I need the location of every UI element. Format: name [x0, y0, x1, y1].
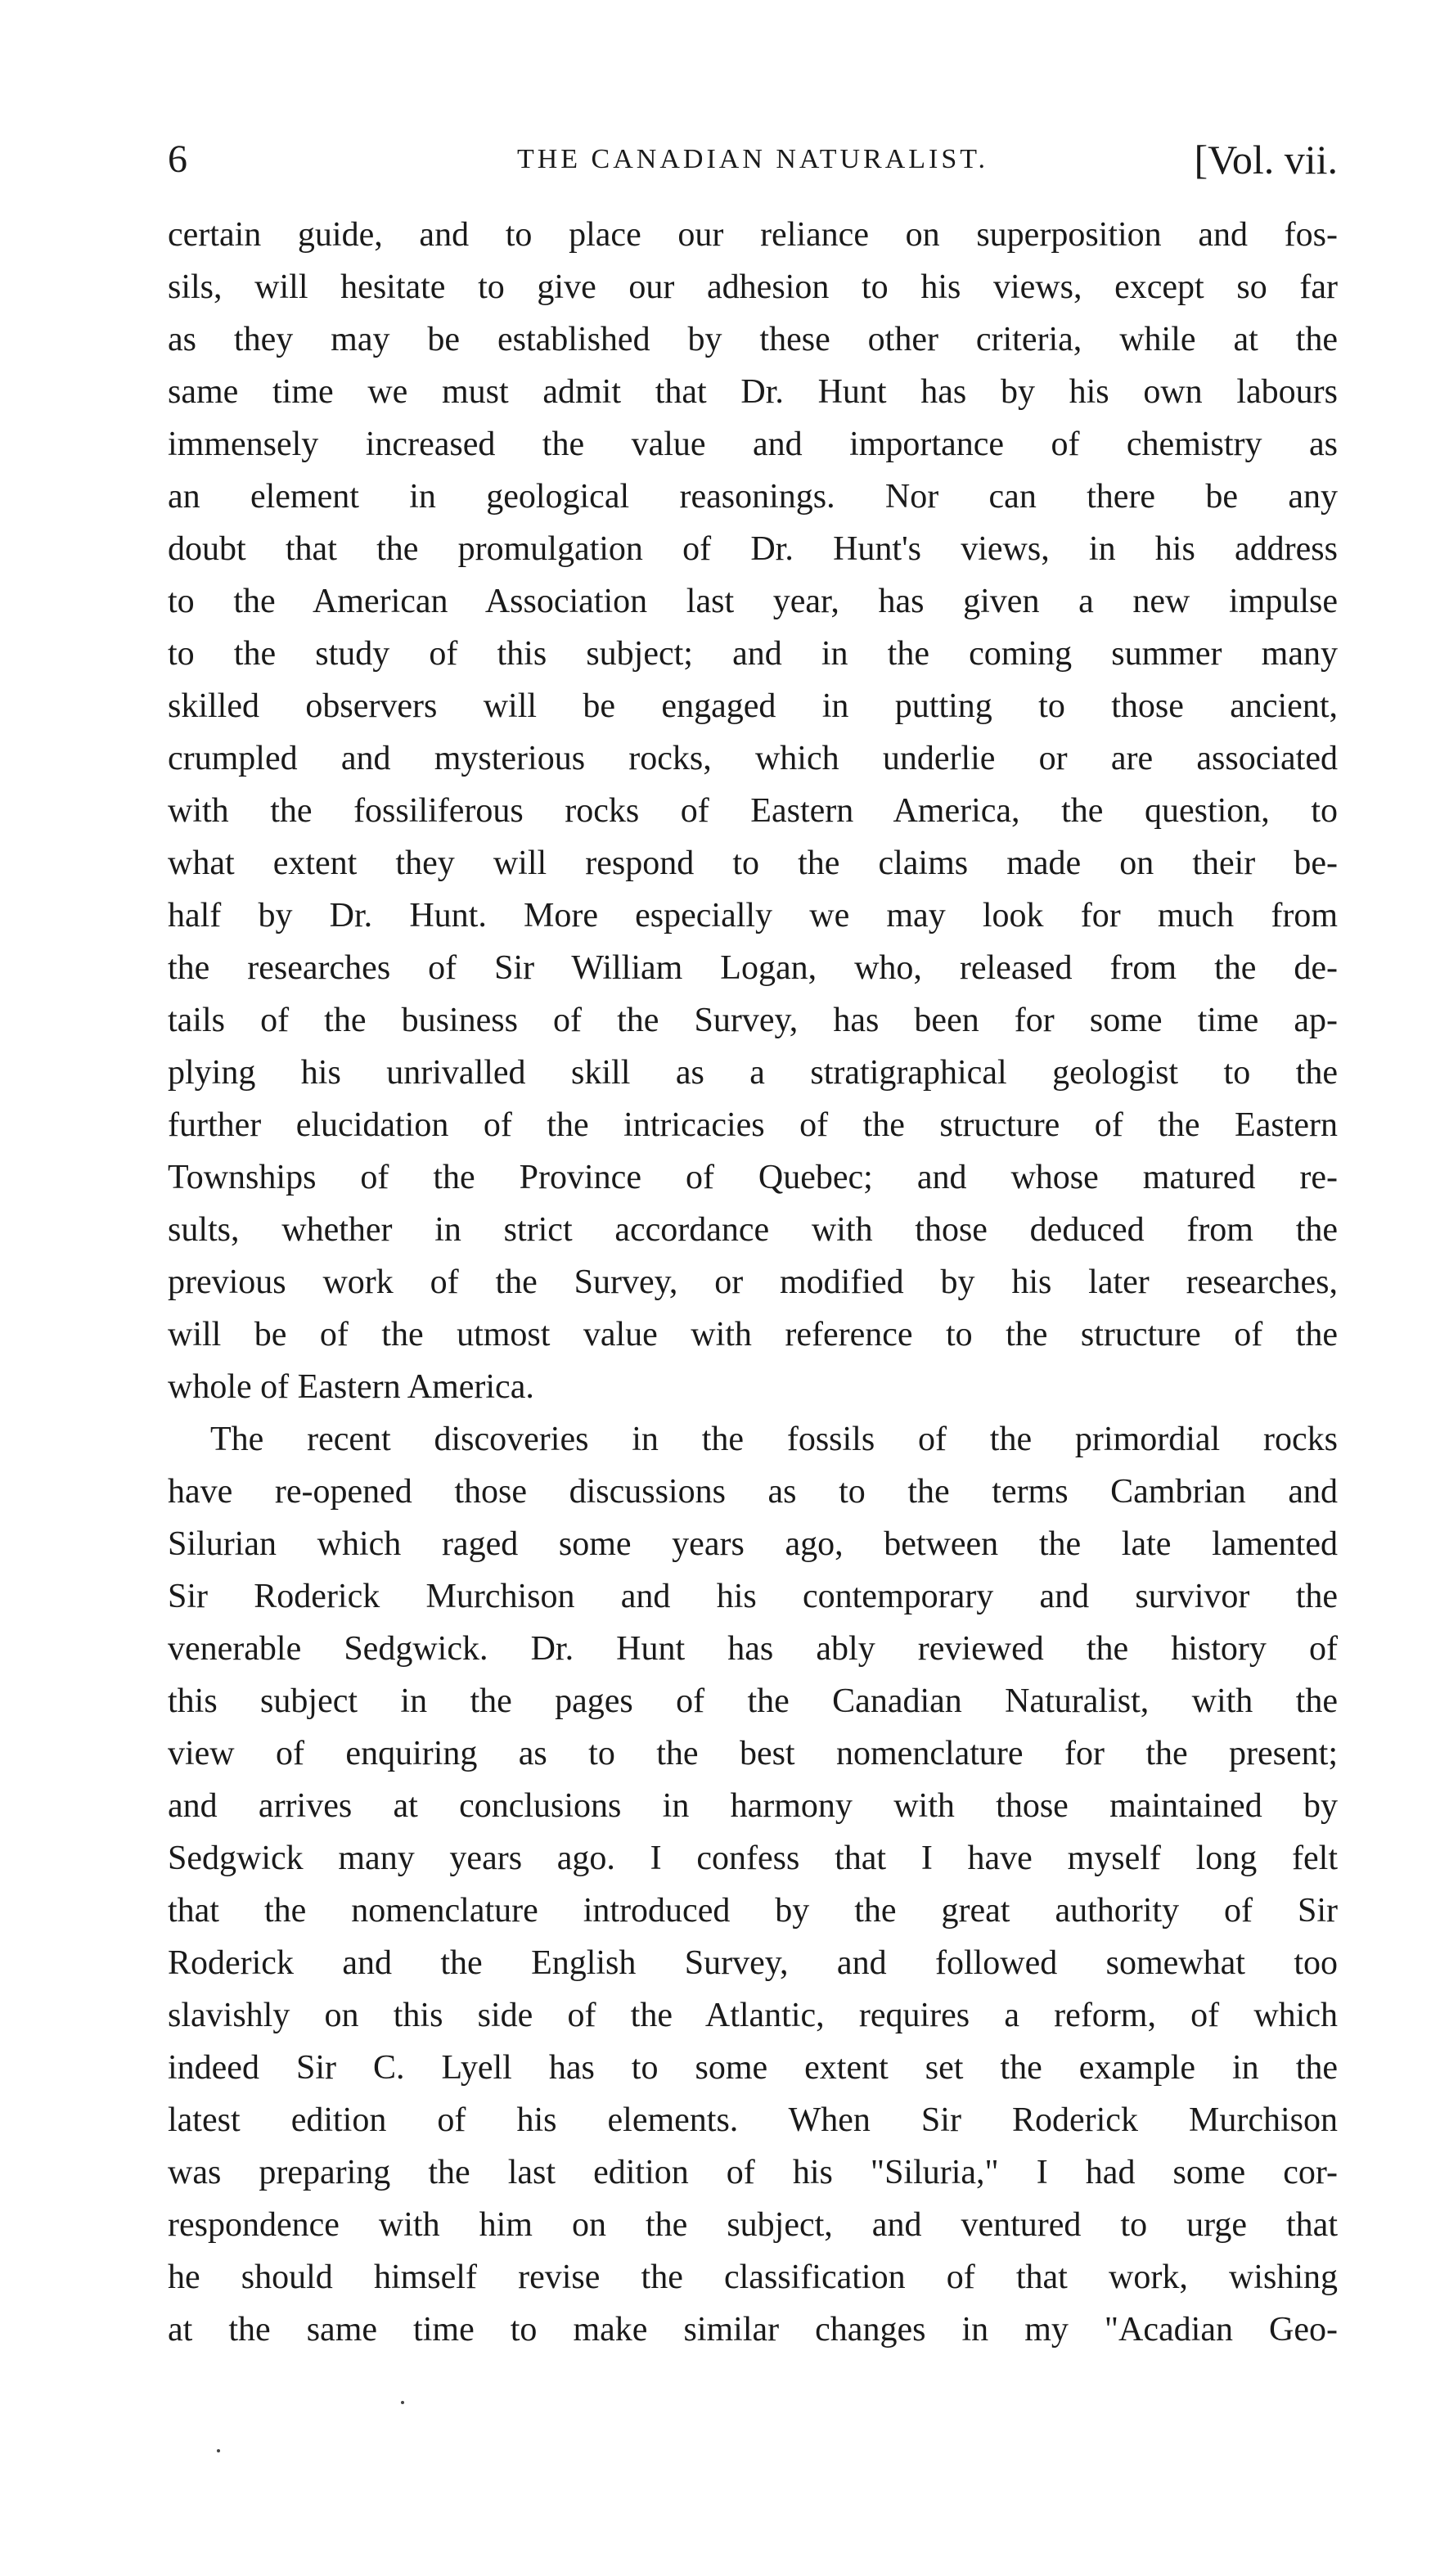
paragraph-2 [168, 1413, 1338, 2356]
text-line: to the study of this subject; and in the coming summer many [168, 635, 1338, 673]
text-line: venerable Sedgwick. Dr. Hunt has ably reviewed the history of [168, 1630, 1338, 1668]
text-line: slavishly on this side of the Atlantic, requires a reform, of which [168, 1997, 1338, 2034]
text-line: Roderick and the English Survey, and followed somewhat too [168, 1944, 1338, 1982]
text-line: he should himself revise the classification of that work, wishing [168, 2259, 1338, 2296]
text-line: tails of the business of the Survey, has been for some time ap- [168, 1002, 1338, 1039]
text-line: previous work of the Survey, or modified by his later researches, [168, 1263, 1338, 1301]
text-line: immensely increased the value and importance of chemistry as [168, 426, 1338, 463]
text-line: at the same time to make similar changes in my "Acadian Geo- [168, 2311, 1338, 2349]
text-line: was preparing the last edition of his "Siluria," I had some cor- [168, 2154, 1338, 2191]
text-line: latest edition of his elements. When Sir Roderick Murchison [168, 2101, 1338, 2139]
body-text [168, 209, 1338, 2356]
text-line: sults, whether in strict accordance with those deduced from the [168, 1211, 1338, 1249]
scan-speck [401, 2401, 404, 2404]
text-line: crumpled and mysterious rocks, which underlie or are associated [168, 740, 1338, 777]
text-line: view of enquiring as to the best nomenclature for the present; [168, 1735, 1338, 1772]
text-line: indeed Sir C. Lyell has to some extent set the example in the [168, 2049, 1338, 2087]
text-line: skilled observers will be engaged in putting to those ancient, [168, 687, 1338, 725]
text-line: have re-opened those discussions as to the terms Cambrian and [168, 1473, 1338, 1511]
text-line: plying his unrivalled skill as a stratigraphical geologist to the [168, 1054, 1338, 1092]
page-number: 6 [168, 137, 187, 181]
text-line: certain guide, and to place our reliance on superposition and fos- [168, 216, 1338, 254]
paragraph-1 [168, 209, 1338, 1413]
text-line: Silurian which raged some years ago, between the late lamented [168, 1525, 1338, 1563]
text-line: Townships of the Province of Quebec; and whose matured re- [168, 1159, 1338, 1196]
text-line: same time we must admit that Dr. Hunt has by his own labours [168, 373, 1338, 411]
text-line: that the nomenclature introduced by the great authority of Sir [168, 1892, 1338, 1930]
text-line: what extent they will respond to the claims made on their be- [168, 844, 1338, 882]
text-line: this subject in the pages of the Canadian Naturalist, with the [168, 1682, 1338, 1720]
text-line: whole of Eastern America. [168, 1368, 534, 1406]
text-line: Sir Roderick Murchison and his contemporary and survivor the [168, 1578, 1338, 1615]
text-line: an element in geological reasonings. Nor can there be any [168, 478, 1338, 516]
journal-title: THE CANADIAN NATURALIST. [516, 144, 989, 174]
text-line: to the American Association last year, has given a new impulse [168, 583, 1338, 620]
text-line: with the fossiliferous rocks of Eastern America, the question, to [168, 792, 1338, 830]
text-line: as they may be established by these other criteria, while at the [168, 321, 1338, 358]
text-line: doubt that the promulgation of Dr. Hunt's views, in his address [168, 530, 1338, 568]
text-line: Sedgwick many years ago. I confess that I have myself long felt [168, 1840, 1338, 1877]
running-head [168, 131, 1338, 188]
text-line: The recent discoveries in the fossils of the primordial rocks [210, 1421, 1338, 1458]
text-line: will be of the utmost value with reference to the structure of the [168, 1316, 1338, 1353]
text-line: sils, will hesitate to give our adhesion to his views, except so far [168, 268, 1338, 306]
text-line: half by Dr. Hunt. More especially we may look for much from [168, 897, 1338, 934]
scan-speck [217, 2449, 220, 2452]
text-line: respondence with him on the subject, and ventured to urge that [168, 2206, 1338, 2244]
volume-label: [Vol. vii. [1194, 137, 1338, 182]
text-line: further elucidation of the intricacies of the structure of the Eastern [168, 1106, 1338, 1144]
text-line: the researches of Sir William Logan, who, released from the de- [168, 949, 1338, 987]
text-line: and arrives at conclusions in harmony with those maintained by [168, 1787, 1338, 1825]
